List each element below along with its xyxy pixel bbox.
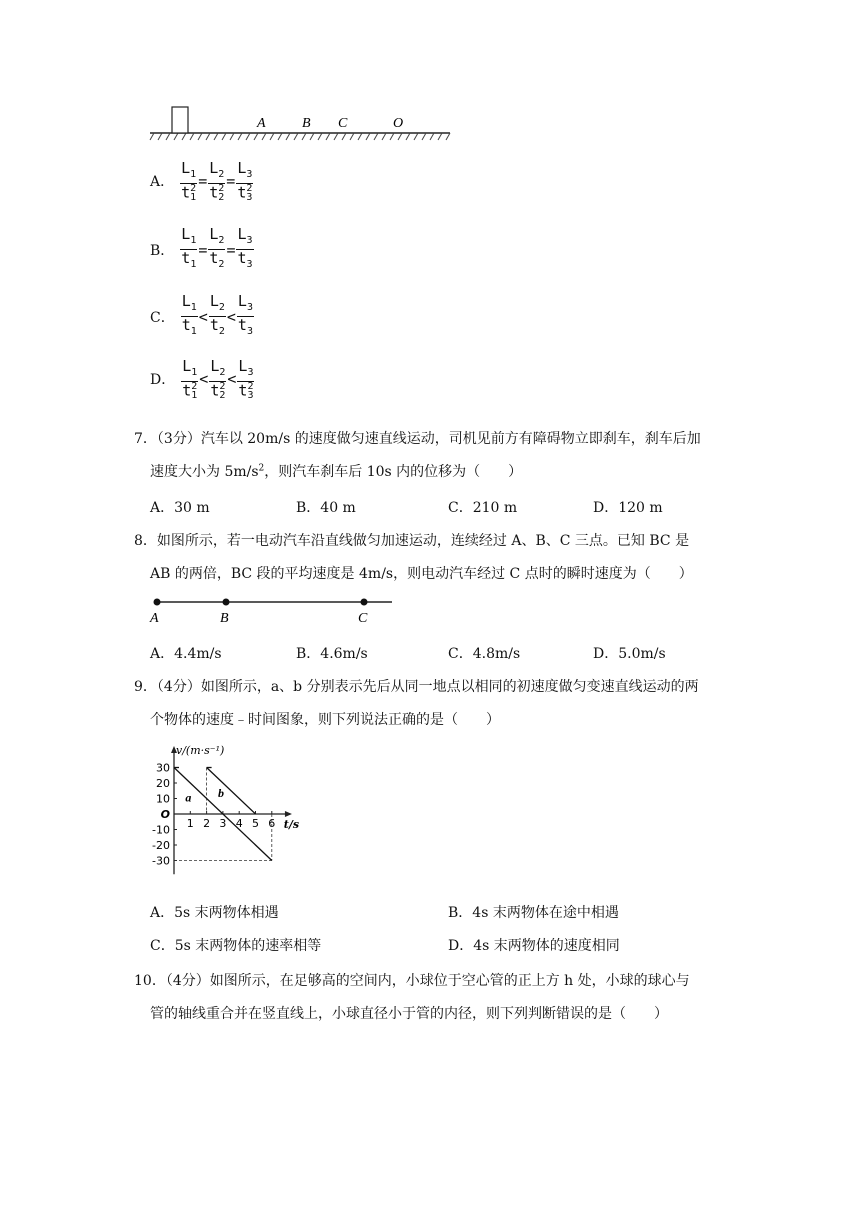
q7-option-d[interactable]: D．120 m: [593, 500, 663, 516]
y-tick-label: -20: [152, 839, 170, 852]
option-letter: D．: [150, 372, 176, 388]
q7-stem-part1: 速度大小为 5m/s: [150, 464, 259, 480]
fraction-denominator: t 2 1: [181, 183, 197, 203]
fraction: [181, 358, 198, 400]
q9-option-a[interactable]: A．5s 末两物体相遇: [150, 905, 279, 921]
q8-label-a: A: [150, 611, 159, 626]
fraction: [237, 358, 254, 400]
q9-option-d[interactable]: D．4s 末两物体的速度相同: [448, 938, 620, 954]
q8-option-c[interactable]: C．4.8m/s: [448, 646, 521, 662]
q8-stem-line1: 8．如图所示，若一电动汽车沿直线做匀加速运动，连续经过 A、B、C 三点。已知 BC 是: [134, 533, 690, 549]
relation-sign: =: [226, 240, 236, 259]
vt-chart: [140, 740, 320, 888]
x-tick-label: 4: [235, 817, 243, 830]
track-figure: [140, 100, 460, 150]
fraction-denominator: $t_2$: [209, 316, 225, 337]
fraction-numerator: $L_2$: [208, 160, 225, 184]
fraction-denominator: t 2 3: [237, 183, 253, 203]
point-label-b: B: [302, 116, 311, 131]
fraction-numerator: $L_2$: [208, 226, 225, 250]
point-label-a: A: [257, 116, 266, 131]
x-tick-label: 2: [203, 817, 211, 830]
fraction-numerator: $L_1$: [180, 160, 197, 184]
q8-stem-line2: AB 的两倍，BC 段的平均速度是 4m/s，则电动汽车经过 C 点时的瞬时速度为（ ）: [150, 566, 693, 582]
q8-figure: [140, 592, 410, 628]
q9-stem-line2: 个物体的速度﹣时间图象，则下列说法正确的是（ ）: [150, 712, 500, 728]
y-axis-label: v/(m·s⁻¹): [176, 744, 225, 757]
q8-option-a[interactable]: A．4.4m/s: [150, 646, 222, 662]
q6-option-b[interactable]: [150, 226, 254, 273]
fraction-denominator: t 2 2: [209, 183, 225, 203]
fraction-numerator: $L_1$: [181, 358, 198, 382]
relation-sign: =: [226, 172, 236, 190]
fraction: [208, 226, 225, 273]
q10-stem-line1: 10．（4分）如图所示，在足够高的空间内，小球位于空心管的正上方 h 处，小球的球心与: [134, 973, 690, 989]
q7-option-b[interactable]: B．40 m: [296, 500, 356, 516]
fraction: [237, 293, 254, 340]
block: [172, 107, 188, 133]
fraction-denominator: t 2 1: [182, 381, 198, 401]
fraction-numerator: $L_3$: [237, 293, 254, 317]
fraction: [209, 358, 226, 400]
option-letter: B．: [150, 242, 175, 259]
q8-label-b: B: [220, 611, 229, 626]
q7-stem-line2: [150, 461, 522, 481]
fraction: [236, 160, 253, 202]
fraction-numerator: $L_3$: [236, 226, 253, 250]
relation-sign: =: [198, 172, 208, 190]
q10-stem-line2: 管的轴线重合并在竖直线上，小球直径小于管的内径，则下列判断错误的是（ ）: [150, 1006, 668, 1022]
x-tick-label: 5: [252, 817, 259, 830]
x-tick-label: 6: [268, 817, 276, 830]
q8-option-b[interactable]: B．4.6m/s: [296, 646, 368, 662]
series-line-b: [207, 768, 256, 815]
fraction-numerator: $L_2$: [209, 293, 226, 317]
fraction: [208, 160, 225, 202]
q9-option-b[interactable]: B．4s 末两物体在途中相遇: [448, 905, 619, 921]
point-label-c: C: [338, 116, 348, 131]
fraction-numerator: $L_3$: [236, 160, 253, 184]
fraction-numerator: $L_2$: [209, 358, 226, 382]
fraction: [181, 293, 198, 340]
point-a: [154, 599, 161, 606]
y-tick-label: 20: [156, 777, 170, 790]
y-tick-label: O: [160, 808, 170, 821]
point-b: [223, 599, 230, 606]
relation-sign: <: [227, 370, 237, 388]
fraction-numerator: $L_3$: [237, 358, 254, 382]
fraction: [180, 226, 197, 273]
q9-stem-line1: 9．（4分）如图所示，a、b 分别表示先后从同一地点以相同的初速度做匀变速直线运动的两: [134, 679, 699, 695]
fraction-denominator: t 2 2: [210, 381, 226, 401]
fraction-denominator: $t_3$: [237, 316, 253, 337]
x-axis-label: t/s: [283, 818, 300, 831]
fraction: [236, 226, 253, 273]
x-tick-label: 3: [219, 817, 227, 830]
q6-option-a[interactable]: [150, 160, 253, 202]
q7-stem-part2: ，则汽车刹车后 10s 内的位移为（ ）: [264, 464, 523, 480]
q8-option-d[interactable]: D．5.0m/s: [593, 646, 666, 662]
y-tick-label: 10: [156, 792, 170, 806]
option-letter: C．: [150, 309, 175, 326]
y-tick-label: -10: [152, 823, 170, 837]
fraction: [180, 160, 197, 202]
x-axis-arrow: [285, 811, 292, 817]
q6-option-d[interactable]: [150, 358, 254, 400]
point-c: [361, 599, 368, 606]
fraction-denominator: t 2 3: [238, 381, 254, 401]
relation-sign: <: [198, 307, 208, 326]
relation-sign: <: [226, 307, 236, 326]
fraction-denominator: $t_1$: [181, 316, 197, 337]
q7-option-a[interactable]: A．30 m: [150, 500, 210, 516]
q6-option-c[interactable]: [150, 293, 254, 340]
point-label-o: O: [393, 116, 404, 131]
fraction: [209, 293, 226, 340]
q8-label-c: C: [358, 611, 368, 626]
q7-option-c[interactable]: C．210 m: [448, 500, 518, 516]
q7-stem-sup: 2: [258, 463, 265, 474]
y-tick-label: -30: [152, 854, 170, 868]
option-letter: A．: [150, 174, 175, 190]
fraction-numerator: $L_1$: [181, 293, 198, 317]
y-tick-label: 30: [156, 761, 170, 775]
series-label-a: a: [185, 790, 192, 805]
fraction-denominator: $t_1$: [181, 249, 197, 270]
relation-sign: =: [198, 240, 208, 259]
q7-stem-line1: 7．（3分）汽车以 20m/s 的速度做匀速直线运动，司机见前方有障碍物立即刹车，刹车后加: [134, 431, 701, 447]
relation-sign: <: [199, 370, 209, 388]
series-label-b: b: [218, 785, 225, 800]
fraction-denominator: $t_3$: [237, 249, 253, 270]
fraction-denominator: $t_2$: [209, 249, 225, 270]
x-tick-label: 1: [186, 817, 194, 830]
fraction-numerator: $L_1$: [180, 226, 197, 250]
q9-option-c[interactable]: C．5s 末两物体的速率相等: [150, 938, 322, 954]
